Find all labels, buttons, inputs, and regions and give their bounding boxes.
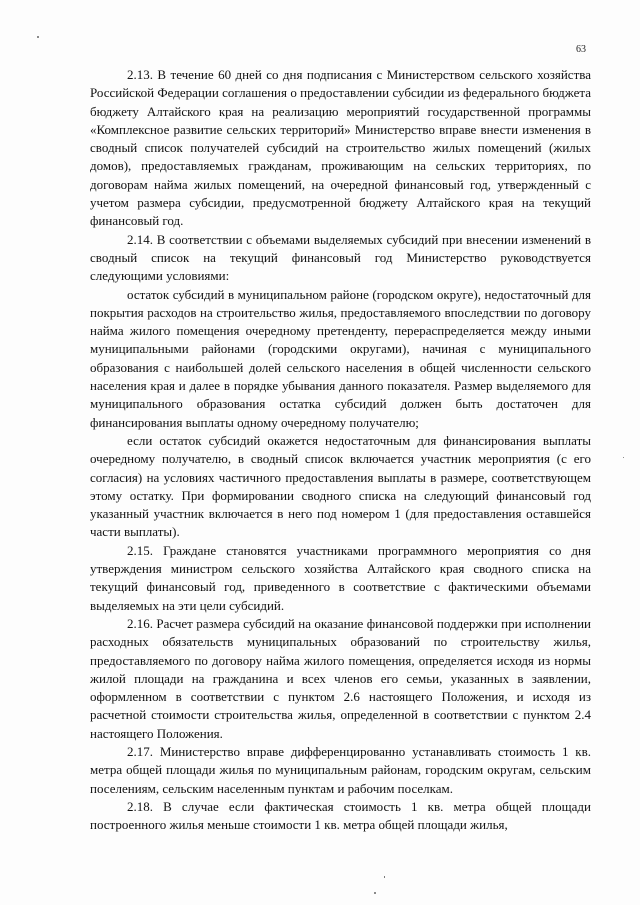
paragraph-2-17: 2.17. Министерство вправе дифференцированно устанавливать стоимость 1 кв. метра общей площади жилья по муниципальным районам, городским округам, сельским поселениям, сельским населенным пунктам и рабочим поселкам. (90, 743, 591, 796)
paragraph-2-18: 2.18. В случае если фактическая стоимость 1 кв. метра общей площади построенного жилья меньше стоимости 1 кв. метра общей площади жилья, (90, 798, 591, 833)
paragraph-2-14: 2.14. В соответствии с объемами выделяемых субсидий при внесении изменений в сводный список на текущий финансовый год Министерство руководствуется следующими условиями: (90, 231, 591, 284)
scan-speck (623, 457, 624, 458)
page-number: 63 (576, 44, 586, 55)
document-body (90, 66, 591, 834)
paragraph-2-14-condition-1: остаток субсидий в муниципальном районе (городском округе), недостаточный для покрытия расходов на строительство жилья, предоставляемого впоследствии по договору найма жилого помещения очередному претенденту, перераспределяется между иными муниципальными районами (городскими округами), начиная с муниципального образования с наибольшей долей сельского населения в общей численности сельского населения края и далее в порядке убывания данного показателя. Размер выделяемого для муниципального образования остатка субсидий должен быть достаточен для финансирования выплаты одному очередному получателю; (90, 286, 591, 430)
paragraph-2-14-condition-2: если остаток субсидий окажется недостаточным для финансирования выплаты очередному получателю, в сводный список включается участник мероприятия (с его согласия) на условиях частичного предоставления выплаты в размере, соответствующем этому остатку. При формировании сводного списка на следующий финансовый год указанный участник включается в него под номером 1 (для предоставления оставшейся части выплаты). (90, 432, 591, 540)
scan-speck (37, 36, 39, 38)
paragraph-2-15: 2.15. Граждане становятся участниками программного мероприятия со дня утверждения министром сельского хозяйства Алтайского края сводного списка на текущий финансовый год, приведенного в соответствие с фактическими объемами выделяемых на эти цели субсидий. (90, 542, 591, 613)
scan-speck (384, 876, 385, 878)
paragraph-2-16: 2.16. Расчет размера субсидий на оказание финансовой поддержки при исполнении расходных обязательств муниципальных образований по строительству жилья, предоставляемого по договору найма жилого помещения, определяется исходя из нормы жилой площади на гражданина и всех членов его семьи, указанных в заявлении, оформленном в соответствии с пунктом 2.6 настоящего Положения, и исходя из расчетной стоимости строительства жилья, определенной в соответствии с пунктом 2.4 настоящего Положения. (90, 615, 591, 741)
paragraph-2-13: 2.13. В течение 60 дней со дня подписания с Министерством сельского хозяйства Российской Федерации соглашения о предоставлении субсидии из федерального бюджета бюджету Алтайского края на реализацию мероприятий государственной программы «Комплексное развитие сельских территорий» Министерство вправе внести изменения в сводный список получателей субсидий на строительство жилых помещений (жилых домов), предоставляемых гражданам, проживающим на сельских территориях, по договорам найма жилых помещений, на очередной финансовый год, утвержденный с учетом размера субсидии, предусмотренной бюджету Алтайского края на текущий финансовый год. (90, 67, 591, 229)
scan-speck (374, 892, 376, 894)
